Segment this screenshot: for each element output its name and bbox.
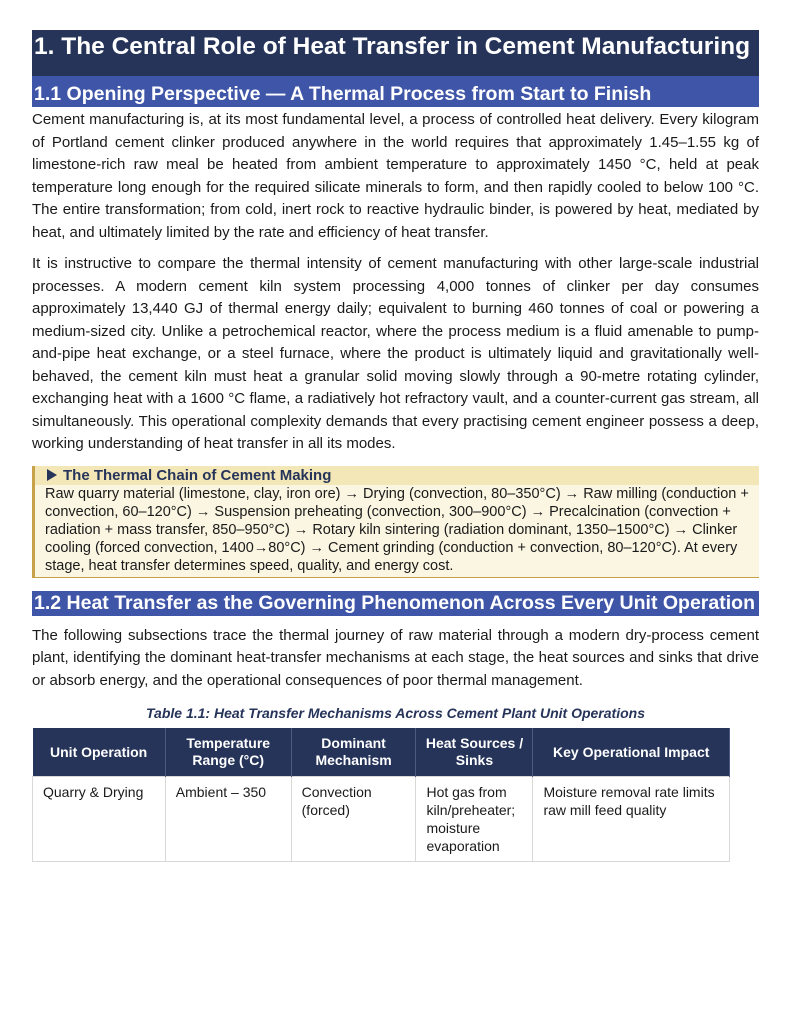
- callout-body: Raw quarry material (limestone, clay, iron ore) → Drying (convection, 80–350°C) → Raw milling (conduction + convection, 60–120°C) → Suspension preheating (convection, 300–900°C) → Precalcination (convection + radiation + mass transfer, 850–950°C) → Rotary kiln sintering (radiation dominant, 1350–1500°C) → Clinker cooling (forced convection, 1400→80°C) → Cement grinding (conduction + convection, 80–120°C). At every stage, heat transfer determines speed, quality, and energy cost.: [35, 485, 759, 578]
- cell-heat-sources-sinks: Hot gas from kiln/preheater; moisture evaporation: [416, 777, 533, 862]
- cell-temperature-range: Ambient – 350: [165, 777, 291, 862]
- cell-unit-operation: Quarry & Drying: [33, 777, 166, 862]
- paragraph-1: Cement manufacturing is, at its most fundamental level, a process of controlled heat delivery. Every kilogram of Portland cement clinker produced anywhere in the world requires that approximately 1.45–1.55 kg of limestone-rich raw meal be heated from ambient temperature to approximately 1450 °C, held at peak temperature long enough for the required silicate minerals to form, and then rapidly cooled to below 100 °C. The entire transformation; from cold, inert rock to reactive hydraulic binder, is powered by heat, mediated by heat, and ultimately limited by the rate and efficiency of heat transfer.: [32, 111, 759, 241]
- table-header-row: [33, 728, 730, 777]
- thermal-chain-callout: [32, 466, 759, 578]
- header-key-operational-impact: Key Operational Impact: [533, 728, 730, 777]
- header-unit-operation: Unit Operation: [33, 728, 166, 777]
- header-heat-sources-sinks: Heat Sources / Sinks: [416, 728, 533, 777]
- mechanisms-table: [32, 728, 730, 862]
- cell-key-operational-impact: Moisture removal rate limits raw mill feed quality: [533, 777, 730, 862]
- header-temperature-range: Temperature Range (°C): [165, 728, 291, 777]
- header-dominant-mechanism: Dominant Mechanism: [291, 728, 416, 777]
- section-heading-1-2: 1.2 Heat Transfer as the Governing Phenomenon Across Every Unit Operation: [32, 591, 759, 616]
- triangle-right-icon: [47, 467, 57, 484]
- chapter-heading: 1. The Central Role of Heat Transfer in Cement Manufacturing: [32, 30, 759, 76]
- document-page: [32, 30, 759, 862]
- cell-dominant-mechanism: Convection (forced): [291, 777, 416, 862]
- paragraph-3: The following subsections trace the thermal journey of raw material through a modern dry-process cement plant, identifying the dominant heat-transfer mechanisms at each stage, the heat sources and sinks that drive or absorb energy, and the operational consequences of poor thermal management.: [32, 626, 759, 689]
- callout-title: The Thermal Chain of Cement Making: [63, 466, 332, 484]
- table-row: [33, 777, 730, 862]
- section-heading-1-1: 1.1 Opening Perspective — A Thermal Process from Start to Finish: [32, 76, 759, 107]
- callout-title-bar: [35, 466, 759, 485]
- table-caption: Table 1.1: Heat Transfer Mechanisms Across Cement Plant Unit Operations: [146, 705, 645, 722]
- paragraph-2: It is instructive to compare the thermal intensity of cement manufacturing with other large-scale industrial processes. A modern cement kiln system processing 4,000 tonnes of clinker per day consumes approximately 13,440 GJ of thermal energy daily; equivalent to burning 460 tonnes of coal or powering a medium-sized city. Unlike a petrochemical reactor, where the process medium is a fluid amenable to pump-and-pipe heat exchange, or a steel furnace, where the product is ultimately liquid and gravitationally well-behaved, the cement kiln must heat a granular solid moving slowly through a 90-metre rotating cylinder, exchanging heat with a 1600 °C flame, a radiatively hot refractory vault, and a counter-current gas stream, all simultaneously. This operational complexity demands that every practising cement engineer possess a deep, working understanding of heat transfer in all its modes.: [32, 255, 759, 452]
